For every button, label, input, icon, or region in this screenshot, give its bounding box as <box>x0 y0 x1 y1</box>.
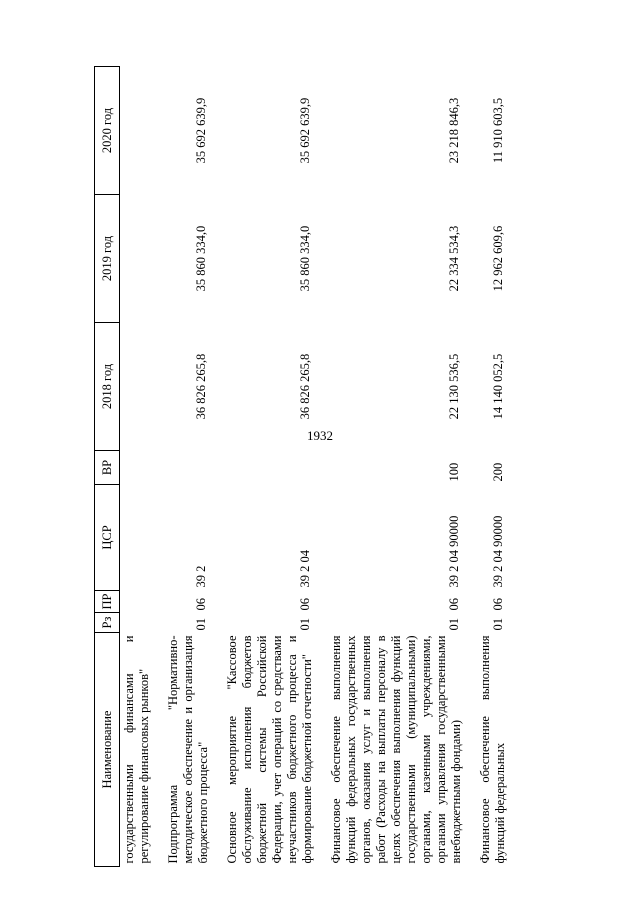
row-2020: 35 692 639,9 <box>194 97 208 164</box>
row-name: государственными финансами и регулирование финансовых рынков" <box>122 635 151 864</box>
table-row <box>164 67 213 867</box>
budget-table <box>94 66 510 867</box>
row-csr: 39 2 04 90000 <box>447 515 461 588</box>
page-number: 1932 <box>307 428 333 443</box>
row-2020 <box>120 67 155 195</box>
header-pr: ПР <box>95 591 120 613</box>
row-csr: 39 2 <box>194 565 208 588</box>
table-row <box>476 67 510 867</box>
row-vr <box>223 451 317 485</box>
row-name: Основное мероприятие "Кассовое обслуживание исполнения бюджетов бюджетной системы Российской Федерации, учет операций со средствами неучастников бюджетного процесса и формирование бюджетной отчетности" <box>225 635 314 864</box>
row-2019: 22 334 534,3 <box>447 225 461 292</box>
row-2018: 14 140 052,5 <box>491 353 505 420</box>
row-2019: 35 860 334,0 <box>298 225 312 292</box>
row-pr: 06 <box>447 598 461 611</box>
row-pr: 06 <box>298 598 312 611</box>
row-2020: 11 910 603,5 <box>491 97 505 164</box>
header-2019: 2019 год <box>95 195 120 323</box>
row-rz <box>120 613 155 633</box>
row-vr <box>120 451 155 485</box>
row-vr: 200 <box>491 462 505 482</box>
row-2018: 36 826 265,8 <box>298 353 312 420</box>
row-pr: 06 <box>194 598 208 611</box>
row-2019: 12 962 609,6 <box>491 225 505 292</box>
row-2020: 35 692 639,9 <box>298 97 312 164</box>
row-csr: 39 2 04 90000 <box>491 515 505 588</box>
header-row <box>95 67 120 867</box>
header-2018: 2018 год <box>95 323 120 451</box>
row-name: Подпрограмма "Нормативно-методическое обеспечение и организация бюджетного процесса" <box>166 635 210 864</box>
table-row <box>120 67 155 867</box>
row-2018: 22 130 536,5 <box>447 353 461 420</box>
header-name: Наименование <box>95 633 120 867</box>
table-row <box>223 67 317 867</box>
header-csr: ЦСР <box>95 485 120 591</box>
row-rz: 01 <box>298 618 312 631</box>
header-rz: Рз <box>95 613 120 633</box>
header-vr: ВР <box>95 451 120 485</box>
row-2020: 23 218 846,3 <box>447 97 461 164</box>
rotated-page <box>94 27 640 867</box>
row-pr: 06 <box>491 598 505 611</box>
row-vr: 100 <box>447 462 461 482</box>
row-pr <box>120 591 155 613</box>
row-rz: 01 <box>194 618 208 631</box>
row-rz: 01 <box>447 618 461 631</box>
row-name: Финансовое обеспечение выполнения функций федеральных <box>478 635 507 864</box>
row-rz: 01 <box>491 618 505 631</box>
row-csr: 39 2 04 <box>298 550 312 588</box>
header-2020: 2020 год <box>95 67 120 195</box>
table-row <box>327 67 466 867</box>
row-2019 <box>120 195 155 323</box>
row-vr <box>164 451 213 485</box>
row-2018 <box>120 323 155 451</box>
row-name: Финансовое обеспечение выполнения функций федеральных государственных органов, оказания услуг и выполнения работ (Расходы на выплаты персоналу в целях обеспечения выполнения функций государственными (муниципальными) органами, казенными учреждениями, органами управления государственными внебюджетными фондами) <box>329 635 463 864</box>
row-2018: 36 826 265,8 <box>194 353 208 420</box>
row-csr <box>120 485 155 591</box>
row-2019: 35 860 334,0 <box>194 225 208 292</box>
